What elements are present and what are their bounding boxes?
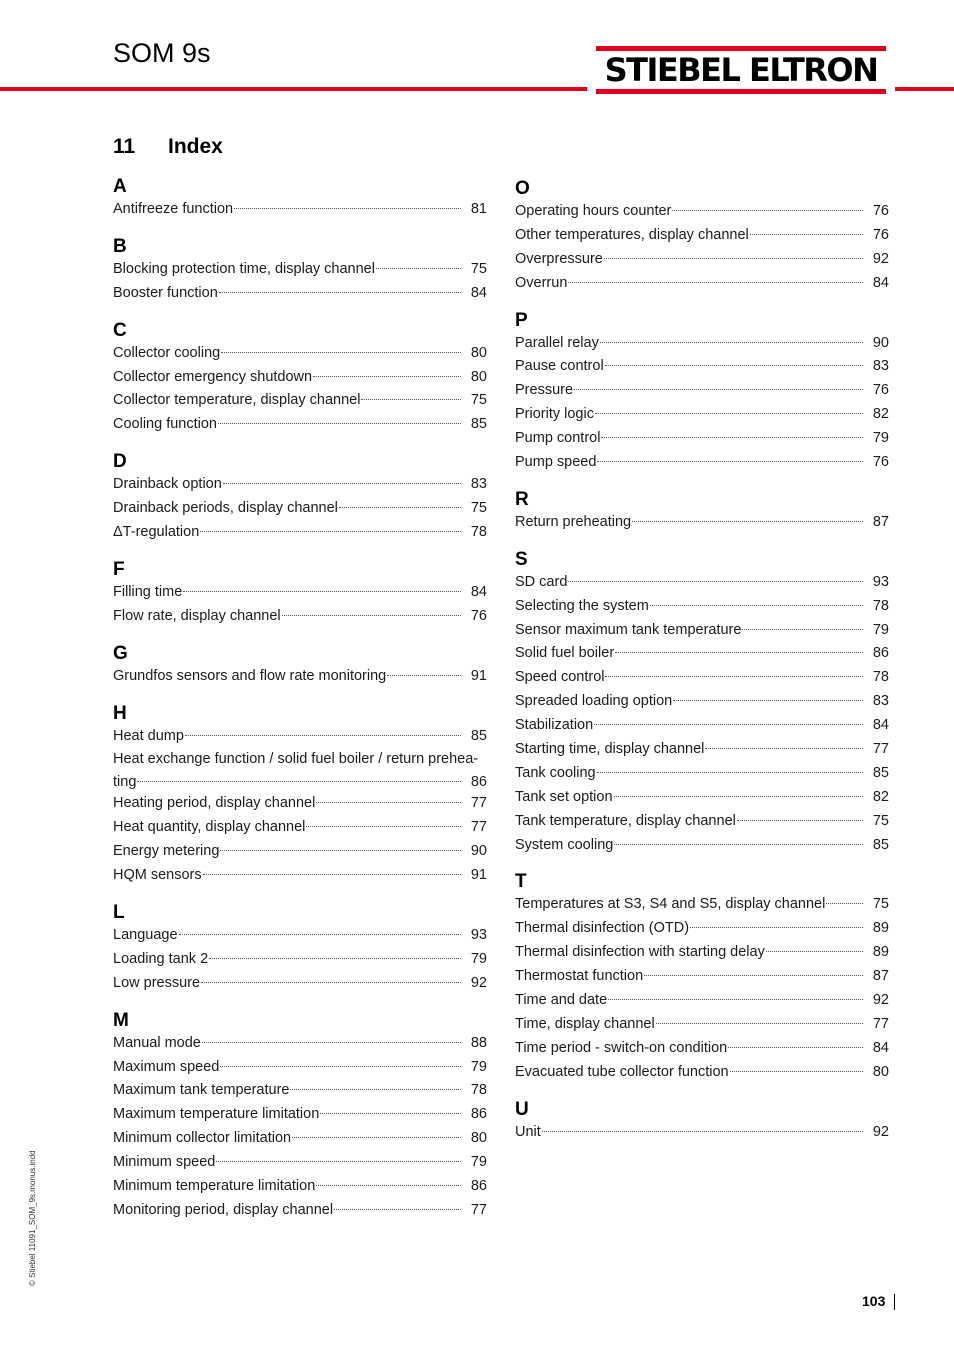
index-entry-label: Filling time <box>113 583 183 600</box>
index-entry-label: Low pressure <box>113 974 201 991</box>
index-entry-page: 76 <box>470 607 487 624</box>
index-group <box>515 871 889 1084</box>
index-column-left <box>113 176 487 1223</box>
index-entry-text <box>113 748 487 792</box>
index-entry[interactable] <box>113 366 487 390</box>
index-group <box>515 549 889 858</box>
dot-leader <box>705 748 863 749</box>
dot-leader <box>597 772 863 773</box>
index-entry-line <box>113 772 487 792</box>
index-entry-page: 86 <box>872 645 889 662</box>
index-entry-label: Manual mode <box>113 1034 201 1051</box>
index-entry[interactable] <box>515 738 889 762</box>
index-letter: A <box>113 176 127 197</box>
index-entry-page: 92 <box>872 1123 889 1140</box>
index-entry-page: 85 <box>872 836 889 853</box>
dot-leader <box>604 258 863 259</box>
index-entry-page: 79 <box>872 621 889 638</box>
dot-leader <box>672 210 863 211</box>
dot-leader <box>826 903 863 904</box>
index-entry-page: 86 <box>470 1177 487 1194</box>
dot-leader <box>292 1137 461 1138</box>
index-entry[interactable] <box>113 342 487 366</box>
dot-leader <box>361 399 461 400</box>
index-letter: O <box>515 178 530 199</box>
index-entry-page: 83 <box>470 476 487 493</box>
index-entry[interactable] <box>113 948 487 972</box>
index-entry-label: Language <box>113 926 178 943</box>
index-entry-label: Time period - switch-on condition <box>515 1039 728 1056</box>
dot-leader <box>202 1042 461 1043</box>
index-entry[interactable] <box>515 690 889 714</box>
index-entry-page: 93 <box>872 573 889 590</box>
index-entry-page: 78 <box>872 597 889 614</box>
index-entry[interactable] <box>515 1037 889 1061</box>
index-entry-label: Maximum temperature limitation <box>113 1106 320 1123</box>
index-entry-page: 79 <box>470 1154 487 1171</box>
index-group <box>113 1010 487 1223</box>
index-entry-page: 92 <box>470 974 487 991</box>
logo-wordmark: STIEBEL ELTRON <box>604 51 878 89</box>
index-entry-page: 84 <box>470 284 487 301</box>
index-entry[interactable] <box>515 451 889 475</box>
dot-leader <box>320 1113 461 1114</box>
dot-leader <box>656 1023 863 1024</box>
index-entry-label: System cooling <box>515 836 614 853</box>
section-heading <box>113 135 223 159</box>
index-letter: U <box>515 1098 529 1120</box>
index-entry-page: 83 <box>872 358 889 375</box>
index-group <box>515 310 889 475</box>
index-entry-label: Stabilization <box>515 717 594 734</box>
dot-leader <box>290 1089 461 1090</box>
dot-leader <box>282 615 461 616</box>
index-entry-label: Temperatures at S3, S4 and S5, display channel <box>515 896 826 913</box>
index-entry-page: 91 <box>470 867 487 884</box>
index-entry-label: Antifreeze function <box>113 201 234 217</box>
index-entry-page: 86 <box>470 774 487 791</box>
index-entry[interactable] <box>515 762 889 786</box>
index-entry-label: Unit <box>515 1123 541 1140</box>
index-entry-label: Maximum tank temperature <box>113 1082 290 1099</box>
index-entry-page: 91 <box>470 667 487 684</box>
dot-leader <box>594 724 863 725</box>
index-entry-label: Minimum temperature limitation <box>113 1177 316 1194</box>
index-letter: H <box>113 702 127 724</box>
index-entry[interactable] <box>515 917 889 941</box>
dot-leader <box>201 982 461 983</box>
index-entry-page: 75 <box>872 812 889 829</box>
index-entry-label: Tank temperature, display channel <box>515 812 736 829</box>
index-entry-page: 76 <box>872 382 889 399</box>
index-entry[interactable] <box>515 403 889 427</box>
index-entry[interactable] <box>113 605 487 629</box>
index-entry-label: Flow rate, display channel <box>113 607 281 624</box>
index-entry-label: Pause control <box>515 358 604 375</box>
index-entry-label: Priority logic <box>515 406 594 423</box>
index-entry-page: 76 <box>872 203 889 219</box>
dot-leader <box>220 1066 461 1067</box>
index-entry[interactable] <box>113 792 487 816</box>
index-entry-page: 89 <box>872 944 889 961</box>
index-entry-page: 80 <box>470 368 487 385</box>
index-entry[interactable] <box>515 666 889 690</box>
index-entry-label: Evacuated tube collector function <box>515 1063 729 1080</box>
index-entry[interactable] <box>113 816 487 840</box>
page-number-divider <box>894 1294 895 1310</box>
index-entry[interactable] <box>515 332 889 356</box>
section-number: 11 <box>113 135 136 158</box>
index-entry-page: 87 <box>872 968 889 985</box>
index-entry-label: Pressure <box>515 382 574 399</box>
index-entry[interactable] <box>515 642 889 666</box>
index-entry[interactable] <box>113 972 487 996</box>
index-group <box>515 178 889 296</box>
index-entry[interactable] <box>515 595 889 619</box>
index-entry-page: 84 <box>872 717 889 734</box>
index-entry-label: Spreaded loading option <box>515 693 673 710</box>
index-entry-label: Sensor maximum tank temperature <box>515 621 742 638</box>
dot-leader <box>220 850 461 851</box>
index-entry-label: Collector cooling <box>113 344 221 361</box>
index-entry-page: 77 <box>872 741 889 758</box>
index-entry-page: 84 <box>872 1039 889 1056</box>
index-group <box>113 643 487 689</box>
dot-leader <box>216 1161 461 1162</box>
index-entry-page: 77 <box>872 1015 889 1032</box>
brand-logo <box>596 46 886 94</box>
index-entry[interactable] <box>113 665 487 689</box>
index-entry-page: 77 <box>470 795 487 812</box>
index-entry-label: Loading tank 2 <box>113 950 209 967</box>
index-entry[interactable] <box>113 748 487 792</box>
index-entry-label: Time, display channel <box>515 1015 655 1032</box>
dot-leader <box>185 735 461 736</box>
index-entry-page: 82 <box>872 406 889 423</box>
index-entry[interactable] <box>113 864 487 888</box>
dot-leader <box>219 292 461 293</box>
dot-leader <box>597 461 863 462</box>
index-entry[interactable] <box>515 511 889 535</box>
index-entry-page: 76 <box>872 454 889 471</box>
index-entry-label: Maximum speed <box>113 1058 220 1075</box>
dot-leader <box>306 826 461 827</box>
index-entry-label: Overpressure <box>515 250 603 267</box>
index-entry[interactable] <box>113 581 487 605</box>
index-entry-label: ΔT-regulation <box>113 524 200 541</box>
index-entry-page: 80 <box>872 1063 889 1080</box>
dot-leader <box>605 676 863 677</box>
index-letter: F <box>113 558 125 580</box>
dot-leader <box>632 521 863 522</box>
index-entry[interactable] <box>113 198 487 222</box>
index-letter: R <box>515 488 529 510</box>
index-entry-page: 85 <box>470 727 487 744</box>
index-entry[interactable] <box>113 924 487 948</box>
index-entry[interactable] <box>113 1056 487 1080</box>
dot-leader <box>650 605 863 606</box>
index-entry[interactable] <box>515 619 889 643</box>
dot-leader <box>137 781 461 782</box>
dot-leader <box>608 999 863 1000</box>
index-entry-label: Solid fuel boiler <box>515 645 615 662</box>
index-entry[interactable] <box>113 258 487 282</box>
dot-leader <box>234 208 461 209</box>
index-entry-label: Pump speed <box>515 454 597 471</box>
dot-leader <box>209 958 461 959</box>
index-entry-label: Collector emergency shutdown <box>113 368 313 385</box>
index-letter: M <box>113 1009 129 1031</box>
index-entry[interactable] <box>515 427 889 451</box>
dot-leader <box>221 352 461 353</box>
index-entry-page: 82 <box>872 788 889 805</box>
index-group <box>515 1099 889 1145</box>
index-entry-label: Blocking protection time, display channel <box>113 260 375 277</box>
index-entry[interactable] <box>515 941 889 965</box>
index-entry-page: 92 <box>872 250 889 267</box>
index-entry-page: 84 <box>872 274 889 291</box>
index-entry-label: Other temperatures, display channel <box>515 226 749 243</box>
dot-leader <box>334 1209 461 1210</box>
dot-leader <box>542 1131 863 1132</box>
index-entry-page: 75 <box>872 896 889 913</box>
index-entry-page: 75 <box>470 500 487 517</box>
index-entry-page: 89 <box>872 920 889 937</box>
dot-leader <box>339 507 461 508</box>
index-letter: L <box>113 901 125 923</box>
dot-leader <box>605 365 863 366</box>
index-entry[interactable] <box>113 1127 487 1151</box>
index-entry-page: 81 <box>470 201 487 217</box>
index-entry-label: Booster function <box>113 284 218 301</box>
index-entry[interactable] <box>113 389 487 413</box>
index-entry-label: Time and date <box>515 992 608 1009</box>
index-entry[interactable] <box>113 282 487 306</box>
index-entry-page: 77 <box>470 1201 487 1218</box>
dot-leader <box>750 234 863 235</box>
index-group <box>113 320 487 438</box>
index-entry-page: 79 <box>470 1058 487 1075</box>
index-letter: B <box>113 235 127 257</box>
index-entry-page: 75 <box>470 260 487 277</box>
index-entry-label: Selecting the system <box>515 597 649 614</box>
index-group <box>515 489 889 535</box>
index-entry-label: Parallel relay <box>515 334 599 351</box>
index-entry[interactable] <box>113 497 487 521</box>
index-entry-label: Tank cooling <box>515 764 596 781</box>
index-group <box>113 176 487 222</box>
index-letter: P <box>515 309 528 331</box>
dot-leader <box>600 342 863 343</box>
index-entry[interactable] <box>515 1121 889 1145</box>
index-group <box>113 559 487 629</box>
index-entry-page: 77 <box>470 819 487 836</box>
index-entry-label: Operating hours counter <box>515 203 672 219</box>
index-entry[interactable] <box>113 1199 487 1223</box>
index-entry-label: Minimum collector limitation <box>113 1130 292 1147</box>
header-rule-right <box>895 87 954 91</box>
index-entry[interactable] <box>113 1151 487 1175</box>
dot-leader <box>203 874 461 875</box>
index-letter: G <box>113 642 128 664</box>
index-entry-label: Cooling function <box>113 416 217 433</box>
index-entry-label: Monitoring period, display channel <box>113 1201 334 1218</box>
dot-leader <box>601 437 863 438</box>
index-entry-page: 75 <box>470 392 487 409</box>
index-entry-label: Heating period, display channel <box>113 795 316 812</box>
index-entry-page: 93 <box>470 926 487 943</box>
index-entry-page: 92 <box>872 992 889 1009</box>
index-entry[interactable] <box>113 725 487 749</box>
dot-leader <box>387 675 461 676</box>
index-entry-label: Collector temperature, display channel <box>113 392 361 409</box>
index-entry-label: Tank set option <box>515 788 613 805</box>
dot-leader <box>595 413 863 414</box>
section-title: Index <box>168 135 223 158</box>
index-entry-label: Thermostat function <box>515 968 644 985</box>
index-entry[interactable] <box>515 1013 889 1037</box>
index-entry[interactable] <box>515 786 889 810</box>
document-title: SOM 9s <box>113 38 211 68</box>
index-entry-label: Heat exchange function / solid fuel boiler / return prehea- <box>113 751 479 768</box>
dot-leader <box>376 268 461 269</box>
index-entry[interactable] <box>515 379 889 403</box>
dot-leader <box>690 927 863 928</box>
page-number: 103 <box>862 1293 886 1309</box>
dot-leader <box>179 934 461 935</box>
index-entry-page: 80 <box>470 344 487 361</box>
index-entry[interactable] <box>515 355 889 379</box>
index-entry-label: Starting time, display channel <box>515 741 705 758</box>
dot-leader <box>218 423 461 424</box>
dot-leader <box>183 591 461 592</box>
index-entry[interactable] <box>515 571 889 595</box>
index-column-right <box>515 178 889 1145</box>
index-entry-page: 90 <box>872 334 889 351</box>
header-rule-left <box>0 87 587 91</box>
file-note: © Stiebel 11091_SOM_9s.monus.indd <box>28 1150 37 1286</box>
index-entry-page: 79 <box>872 430 889 447</box>
index-letter: C <box>113 319 127 341</box>
index-entry-page: 86 <box>470 1106 487 1123</box>
index-letter: S <box>515 548 528 570</box>
index-entry-label: Grundfos sensors and flow rate monitoring <box>113 667 387 684</box>
dot-leader <box>614 796 863 797</box>
index-group <box>113 902 487 996</box>
index-entry-label: Thermal disinfection (OTD) <box>515 920 690 937</box>
dot-leader <box>223 483 461 484</box>
dot-leader <box>742 629 863 630</box>
dot-leader <box>316 1185 461 1186</box>
index-entry-page: 79 <box>470 950 487 967</box>
index-entry-page: 78 <box>470 524 487 541</box>
index-entry-label: Energy metering <box>113 843 220 860</box>
dot-leader <box>728 1047 863 1048</box>
index-entry-page: 90 <box>470 843 487 860</box>
index-group <box>113 451 487 545</box>
dot-leader <box>730 1071 863 1072</box>
index-entry[interactable] <box>515 224 889 248</box>
dot-leader <box>614 844 863 845</box>
index-letter: T <box>515 871 527 893</box>
index-entry-page: 85 <box>872 764 889 781</box>
index-entry-label: Speed control <box>515 669 605 686</box>
dot-leader <box>316 802 461 803</box>
index-entry-label: SD card <box>515 573 568 590</box>
index-entry-label: Drainback periods, display channel <box>113 500 338 517</box>
index-entry[interactable] <box>113 1175 487 1199</box>
index-entry[interactable] <box>515 272 889 296</box>
index-entry-label: HQM sensors <box>113 867 202 884</box>
index-entry[interactable] <box>113 1032 487 1056</box>
index-entry-page: 85 <box>470 416 487 433</box>
index-entry-label: Minimum speed <box>113 1154 216 1171</box>
index-entry[interactable] <box>113 473 487 497</box>
index-entry[interactable] <box>515 965 889 989</box>
index-entry[interactable] <box>113 1103 487 1127</box>
index-entry[interactable] <box>515 834 889 858</box>
index-entry[interactable] <box>515 989 889 1013</box>
logo-bar-bottom <box>596 89 886 94</box>
dot-leader <box>568 581 863 582</box>
index-entry[interactable] <box>113 521 487 545</box>
dot-leader <box>313 376 461 377</box>
dot-leader <box>200 531 461 532</box>
index-entry-page: 84 <box>470 583 487 600</box>
index-entry[interactable] <box>113 1079 487 1103</box>
index-entry-label: Thermal disinfection with starting delay <box>515 944 765 961</box>
index-entry-label: Pump control <box>515 430 601 447</box>
index-entry-page: 83 <box>872 693 889 710</box>
index-entry-page: 76 <box>872 226 889 243</box>
index-entry-label: Overrun <box>515 274 568 291</box>
index-entry[interactable] <box>515 1061 889 1085</box>
index-entry-page: 88 <box>470 1034 487 1051</box>
dot-leader <box>766 951 863 952</box>
index-entry-label: Heat quantity, display channel <box>113 819 306 836</box>
index-letter: D <box>113 451 127 473</box>
index-entry[interactable] <box>515 200 889 224</box>
dot-leader <box>673 700 863 701</box>
index-entry-page: 78 <box>470 1082 487 1099</box>
index-group <box>113 236 487 306</box>
index-entry-label: Return preheating <box>515 513 632 530</box>
index-entry-label-cont: ting <box>113 774 137 791</box>
index-entry-label: Drainback option <box>113 476 222 493</box>
index-entry-page: 87 <box>872 513 889 530</box>
index-entry[interactable] <box>515 248 889 272</box>
index-group <box>113 703 487 888</box>
index-entry-page: 78 <box>872 669 889 686</box>
dot-leader <box>737 820 863 821</box>
dot-leader <box>644 975 863 976</box>
dot-leader <box>568 282 863 283</box>
dot-leader <box>574 389 863 390</box>
index-entry[interactable] <box>113 840 487 864</box>
index-entry-page: 80 <box>470 1130 487 1147</box>
index-entry-label: Heat dump <box>113 727 184 744</box>
dot-leader <box>615 652 863 653</box>
index-entry[interactable] <box>515 714 889 738</box>
index-entry[interactable] <box>113 413 487 437</box>
index-entry[interactable] <box>515 810 889 834</box>
index-entry[interactable] <box>515 893 889 917</box>
